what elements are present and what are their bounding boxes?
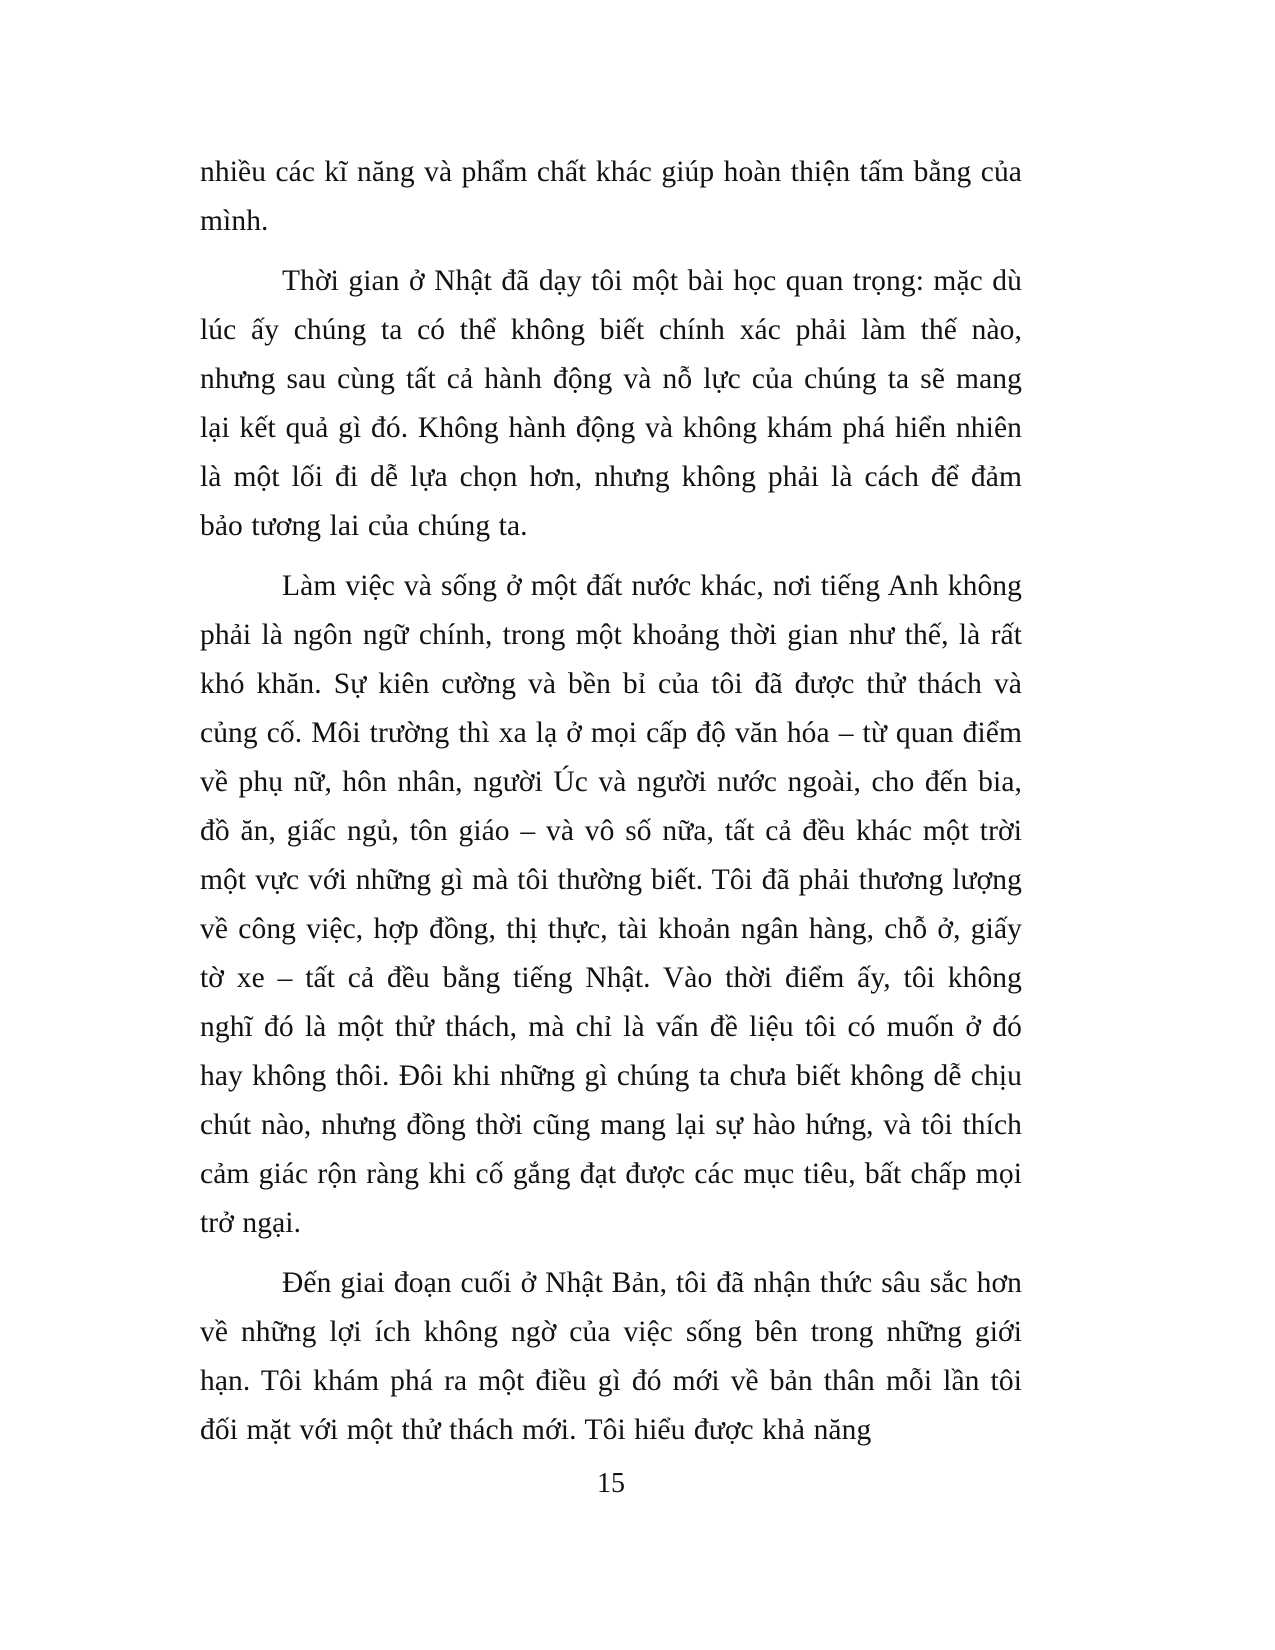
paragraph-continuation: nhiều các kĩ năng và phẩm chất khác giúp hoàn thiện tấm bằng của mình. xyxy=(200,156,1022,237)
page-number: 15 xyxy=(597,1468,625,1499)
paragraph: Làm việc và sống ở một đất nước khác, nơi tiếng Anh không phải là ngôn ngữ chính, trong một khoảng thời gian như thế, là rất khó khăn. Sự kiên cường và bền bỉ của tôi đã được thử thách và củng cố. Môi trường thì xa lạ ở mọi cấp độ văn hóa – từ quan điểm về phụ nữ, hôn nhân, người Úc và người nước ngoài, cho đến bia, đồ ăn, giấc ngủ, tôn giáo – và vô số nữa, tất cả đều khác một trời một vực với những gì mà tôi thường biết. Tôi đã phải thương lượng về công việc, hợp đồng, thị thực, tài khoản ngân hàng, chỗ ở, giấy tờ xe – tất cả đều bằng tiếng Nhật. Vào thời điểm ấy, tôi không nghĩ đó là một thử thách, mà chỉ là vấn đề liệu tôi có muốn ở đó hay không thôi. Đôi khi những gì chúng ta chưa biết không dễ chịu chút nào, nhưng đồng thời cũng mang lại sự hào hứng, và tôi thích cảm giác rộn ràng khi cố gắng đạt được các mục tiêu, bất chấp mọi trở ngại. xyxy=(200,570,1022,1239)
paragraph: Đến giai đoạn cuối ở Nhật Bản, tôi đã nhận thức sâu sắc hơn về những lợi ích không ngờ của việc sống bên trong những giới hạn. Tôi khám phá ra một điều gì đó mới về bản thân mỗi lần tôi đối mặt với một thử thách mới. Tôi hiểu được khả năng xyxy=(200,1267,1022,1446)
body-text xyxy=(200,148,1022,1466)
paragraph: Thời gian ở Nhật đã dạy tôi một bài học quan trọng: mặc dù lúc ấy chúng ta có thể không biết chính xác phải làm thế nào, nhưng sau cùng tất cả hành động và nỗ lực của chúng ta sẽ mang lại kết quả gì đó. Không hành động và không khám phá hiển nhiên là một lối đi dễ lựa chọn hơn, nhưng không phải là cách để đảm bảo tương lai của chúng ta. xyxy=(200,265,1022,542)
